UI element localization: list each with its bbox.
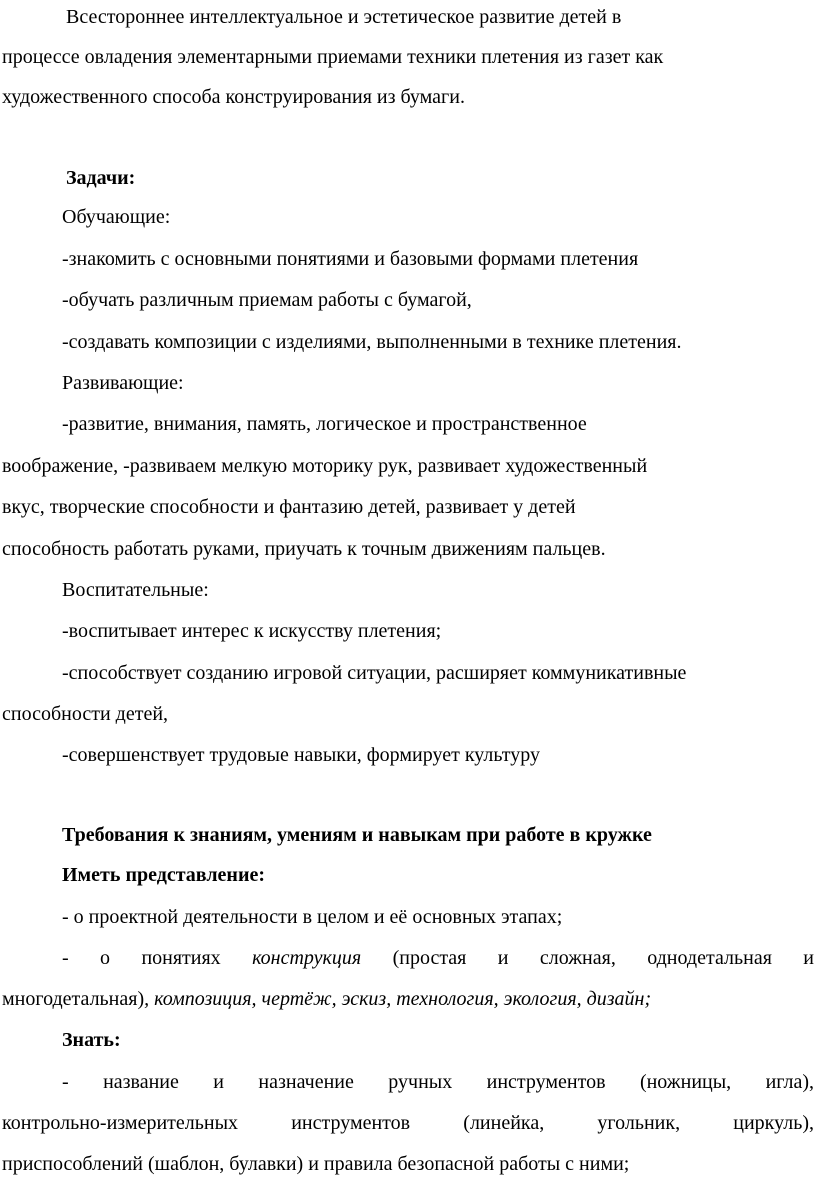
know-line-3: приспособлений (шаблон, булавки) и правила безопасной работы с ними; <box>2 1153 630 1175</box>
developing-line-1: -развитие, внимания, память, логическое и пространственное <box>62 413 587 435</box>
educational-line-2: -способствует созданию игровой ситуации, расширяет коммуникативные <box>62 662 687 684</box>
developing-line-4: способность работать руками, приучать к точным движениям пальцев. <box>2 538 606 560</box>
tasks-heading: Задачи: <box>66 167 136 189</box>
represent-item-2-italic: , композиция, чертёж, эскиз, технология, экология, дизайн; <box>144 988 652 1010</box>
represent-item-2-line-2 <box>2 986 651 1012</box>
know-line-1: - название и назначение ручных инструментов (ножницы, игла), <box>62 1071 814 1093</box>
teaching-item-1: -знакомить с основными понятиями и базовыми формами плетения <box>62 248 639 270</box>
teaching-title: Обучающие: <box>62 206 171 228</box>
requirements-heading: Требования к знаниям, умениям и навыкам при работе в кружке <box>62 824 652 846</box>
educational-line-4: -совершенствует трудовые навыки, формирует культуру <box>62 744 540 766</box>
know-line-2: контрольно-измерительных инструментов (линейка, угольник, циркуль), <box>2 1112 814 1134</box>
developing-line-3: вкус, творческие способности и фантазию детей, развивает у детей <box>2 496 576 518</box>
teaching-item-3: -создавать композиции с изделиями, выполненными в технике плетения. <box>62 331 682 353</box>
educational-title: Воспитательные: <box>62 579 209 601</box>
know-title: Знать: <box>62 1029 121 1051</box>
represent-item-2-prefix: - о понятиях <box>62 947 253 969</box>
educational-line-3: способности детей, <box>2 703 169 725</box>
represent-item-2-plain: многодетальная) <box>2 988 145 1010</box>
intro-line-1: Всестороннее интеллектуальное и эстетическое развитие детей в <box>66 6 622 28</box>
developing-title: Развивающие: <box>62 372 184 394</box>
represent-item-2-rest: (простая и сложная, однодетальная и <box>361 947 814 969</box>
represent-title: Иметь представление: <box>62 864 265 886</box>
intro-line-2: процессе овладения элементарными приемами техники плетения из газет как <box>2 46 664 68</box>
represent-item-1: - о проектной деятельности в целом и её основных этапах; <box>62 906 563 928</box>
represent-item-2-term: конструкция <box>252 947 362 969</box>
teaching-item-2: -обучать различным приемам работы с бумагой, <box>62 289 472 311</box>
represent-item-2-line-1 <box>62 945 814 971</box>
developing-line-2: воображение, -развиваем мелкую моторику рук, развивает художественный <box>2 455 648 477</box>
educational-line-1: -воспитывает интерес к искусству плетения; <box>62 620 442 642</box>
intro-line-3: художественного способа конструирования из бумаги. <box>2 86 465 108</box>
